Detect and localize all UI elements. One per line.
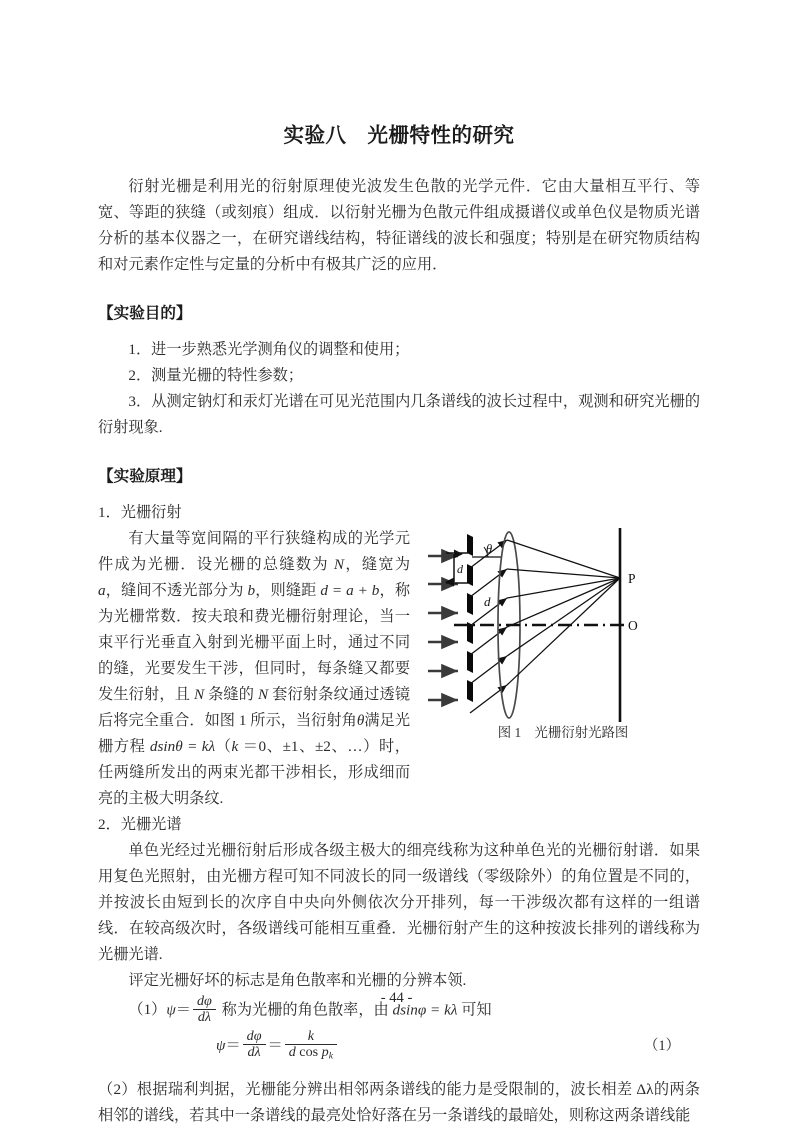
equation-1-line bbox=[98, 1026, 700, 1066]
var-theta: θ bbox=[356, 712, 365, 729]
var-N-2: N bbox=[193, 686, 205, 703]
text-frag-g: 套衍射条纹通过透镜后将完全重合．如图 1 所示，当衍射角 bbox=[98, 686, 411, 729]
equation-eq-sign-2: ＝ bbox=[267, 1036, 283, 1054]
fraction-numerator: dφ bbox=[196, 993, 212, 1009]
text-frag-mid: 称为光栅的角色散率，由 bbox=[217, 1001, 393, 1019]
var-a: a bbox=[98, 582, 106, 599]
page-content bbox=[98, 118, 700, 1129]
equation-fraction-1 bbox=[243, 1029, 266, 1061]
text-frag-j: ＝0、±1、±2、…）时，任两缝所发出的两束光都干涉相长，形成细而亮的主极大明条纹. bbox=[98, 738, 410, 807]
page-number: - 44 - bbox=[380, 990, 413, 1006]
equation-1-body bbox=[216, 1026, 339, 1066]
figure-label-theta: θ bbox=[486, 542, 493, 556]
figure-label-P: P bbox=[628, 571, 636, 586]
diffraction-block bbox=[98, 526, 700, 812]
equation-eq-sign-1: ＝ bbox=[225, 1036, 241, 1054]
text-frag-c: ，缝间不透光部分为 bbox=[105, 582, 248, 599]
text-frag-d: ，则缝距 bbox=[255, 582, 321, 599]
text-frag-a: 有大量等宽间隔的平行狭缝构成的光学元件成为光栅．设光栅的总缝数为 bbox=[98, 530, 410, 573]
subsection-heading-spectrum: 2．光栅光谱 bbox=[98, 816, 182, 833]
equation-number: （1） bbox=[644, 1037, 680, 1054]
text-frag-i: （ bbox=[215, 738, 232, 755]
equation-fraction-2 bbox=[285, 1029, 337, 1062]
var-N: N bbox=[333, 556, 345, 573]
eq-sign: ＝ bbox=[175, 1001, 191, 1019]
text-frag-f: 条缝的 bbox=[204, 686, 259, 703]
fraction-1-numerator: dφ bbox=[246, 1028, 262, 1045]
diffraction-paragraph bbox=[98, 526, 410, 812]
spacer bbox=[98, 278, 700, 300]
var-b: b bbox=[247, 582, 256, 599]
figure-label-O: O bbox=[628, 618, 638, 633]
spacer bbox=[98, 1066, 700, 1077]
spacer bbox=[98, 326, 700, 337]
purpose-item-3: 3．从测定钠灯和汞灯光谱在可见光范围内几条谱线的波长过程中，观测和研究光栅的衍射现象. bbox=[98, 393, 700, 436]
equation-grating-phi: dsinφ = kλ bbox=[392, 1001, 458, 1019]
figure-grating-diffraction bbox=[424, 526, 702, 748]
fraction-denominator: dλ bbox=[193, 1009, 216, 1025]
fraction-1-denominator: dλ bbox=[243, 1044, 266, 1060]
intro-paragraph: 衍射光栅是利用光的衍射原理使光波发生色散的光学元件．它由大量相互平行、等宽、等距的狭缝（或刻痕）组成．以衍射光栅为色散元件组成摄谱仪或单色仪是物质光谱分析的基本仪器之一，在研究谱线结构，特征谱线的波长和强度；特别是在研究物质结构和对元素作定性与定量的分析中有极其广泛的应用． bbox=[98, 178, 700, 273]
rays-converging-to-P bbox=[507, 540, 620, 685]
item-prefix-1: （1） bbox=[128, 1001, 167, 1019]
section-heading-principle: 【实验原理】 bbox=[98, 467, 192, 485]
text-frag-h: 满足光栅方程 bbox=[98, 712, 411, 755]
subsection-heading-diffraction: 1．光栅衍射 bbox=[98, 504, 182, 521]
figure-label-d-small: d bbox=[457, 562, 463, 576]
equation-grating: dsinθ = kλ bbox=[149, 738, 216, 755]
figure-svg bbox=[424, 526, 702, 726]
equation-grating-constant: d = a + b bbox=[320, 582, 380, 599]
fraction-2-numerator: k bbox=[307, 1028, 314, 1045]
var-N-3: N bbox=[258, 686, 269, 703]
den-p: p bbox=[321, 1044, 329, 1061]
figure-caption: 图 1 光栅衍射光路图 bbox=[497, 725, 629, 740]
section-heading-purpose: 【实验目的】 bbox=[98, 304, 192, 322]
purpose-item-2: 2．测量光栅的特性参数； bbox=[128, 367, 304, 384]
page-title: 实验八 光栅特性的研究 bbox=[283, 123, 515, 147]
den-p-subscript: k bbox=[328, 1050, 333, 1062]
den-cos: cos bbox=[299, 1044, 319, 1061]
text-frag-e: ，称为光栅常数．按夫琅和费光栅衍射理论，当一束平行光垂直入射到光栅平面上时，通过不同的缝，光要发生干涉，但同时，每条缝又都要发生衍射，且 bbox=[98, 582, 411, 703]
den-d: d bbox=[288, 1044, 296, 1061]
var-psi: ψ bbox=[166, 1001, 176, 1019]
criteria-paragraph: 评定光栅好坏的标志是角色散率和光栅的分辨本领. bbox=[128, 972, 467, 989]
purpose-item-1: 1．进一步熟悉光学测角仪的调整和使用； bbox=[128, 341, 410, 358]
grating-bars bbox=[467, 534, 473, 702]
spectrum-paragraph: 单色光经过光栅衍射后形成各级主极大的细亮线称为这种单色光的光栅衍射谱．如果用复色光照射，由光栅方程可知不同波长的同一级谱线（零级除外）的角位置是不同的，并按波长由短到长的次序自中央向外侧依次分开排列，每一干涉级次都有这样的一组谱线．在较高级次时，各级谱线可能相互重叠．光栅衍射产生的这种按波长排列的谱线称为光栅光谱. bbox=[98, 842, 700, 963]
var-k: k bbox=[231, 738, 239, 755]
text-frag-suffix: 可知 bbox=[457, 1001, 492, 1019]
fraction-2-denominator bbox=[285, 1044, 337, 1062]
text-frag-b: ，缝宽为 bbox=[344, 556, 411, 573]
spacer bbox=[98, 441, 700, 463]
equation-lhs: ψ bbox=[216, 1036, 226, 1054]
rayleigh-paragraph: （2）根据瑞利判据，光栅能分辨出相邻两条谱线的能力是受限制的，波长相差 Δλ的两条相邻的谱线，若其中一条谱线的最亮处恰好落在另一条谱线的最暗处，则称这两条谱线能 bbox=[98, 1080, 700, 1124]
figure-label-d-big: d bbox=[484, 594, 491, 609]
spacer bbox=[98, 489, 700, 500]
